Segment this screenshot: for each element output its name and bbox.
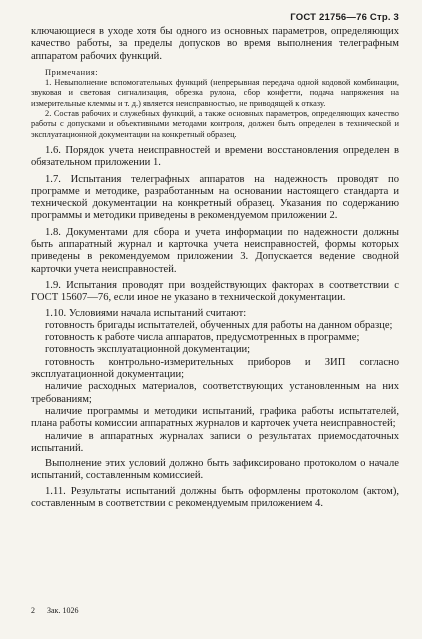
note-2: 2. Состав рабочих и служебных функций, а также основных параметров, определяющих качество работы с допусками и объективными методами контроля, должен быть определен в технической и эксплуатационной документации на конкретный образец. [31, 109, 399, 139]
footer-page-number: 2 [31, 606, 35, 615]
paragraph-1-11: 1.11. Результаты испытаний должны быть оформлены протоколом (актом), составленным в соответствии с рекомендуемым приложением 4. [31, 485, 399, 509]
condition-6: наличие программы и методики испытаний, графика работы испытателей, плана работы комиссии аппаратных журналов и карточек учета неисправностей; [31, 405, 399, 430]
document-page [31, 12, 399, 510]
paragraph-1-8: 1.8. Документами для сбора и учета информации по надежности должны быть аппаратный журнал и карточка учета неисправностей, формы которых приведены в рекомендуемом приложении 3. Допускается ведение сводной карточки учета неисправностей. [31, 226, 399, 275]
notes-title: Примечания: [45, 67, 99, 77]
execution-paragraph: Выполнение этих условий должно быть зафиксировано протоколом о начале испытаний, составленным комиссией. [31, 458, 399, 482]
condition-5: наличие расходных материалов, соответствующих установленным на них требованиям; [31, 381, 399, 405]
condition-3: готовность эксплуатационной документации; [45, 344, 251, 356]
paragraph-1-6: 1.6. Порядок учета неисправностей и времени восстановления определен в обязательном приложении 1. [31, 144, 399, 169]
page-footer [31, 606, 88, 615]
page-header: ГОСТ 21756—76 Стр. 3 [290, 12, 399, 23]
note-1: 1. Невыполнение вспомогательных функций (непрерывная передача одной кодовой комбинации, звуковая и световая сигнализация, обрезка рулона, сбор конфетти, подача напряжения на измерительные клеммы и т. д.) является неисправностью, не приводящей к отказу. [31, 78, 399, 108]
paragraph-1-9: 1.9. Испытания проводят при воздействующих факторах в соответствии с ГОСТ 15607—76, если иное не указано в технической документации. [31, 279, 399, 304]
paragraph-1-10: 1.10. Условиями начала испытаний считают: [45, 307, 247, 319]
condition-1: готовность бригады испытателей, обученных для работы на данном образце; [45, 319, 393, 331]
condition-2: готовность к работе числа аппаратов, предусмотренных в программе; [45, 332, 360, 344]
paragraph-1-7: 1.7. Испытания телеграфных аппаратов на надежность проводят по программе и методике, разработанным на основании настоящего стандарта и технической документации на конкретный образец. Указания по содержанию программы и методики приведены в рекомендуемом приложении 2. [31, 173, 399, 222]
intro-paragraph: ключающиеся в уходе хотя бы одного из основных параметров, определяющих качество работы, за пределы допусков во время выполнения телеграфным аппаратом рабочих функций. [31, 26, 399, 62]
condition-4: готовность контрольно-измерительных приборов и ЗИП согласно эксплуатационной документации; [31, 356, 399, 381]
footer-order-number: Зак. 1026 [47, 606, 79, 615]
condition-7: наличие в аппаратных журналах записи о результатах приемосдаточных испытаний. [31, 430, 399, 454]
